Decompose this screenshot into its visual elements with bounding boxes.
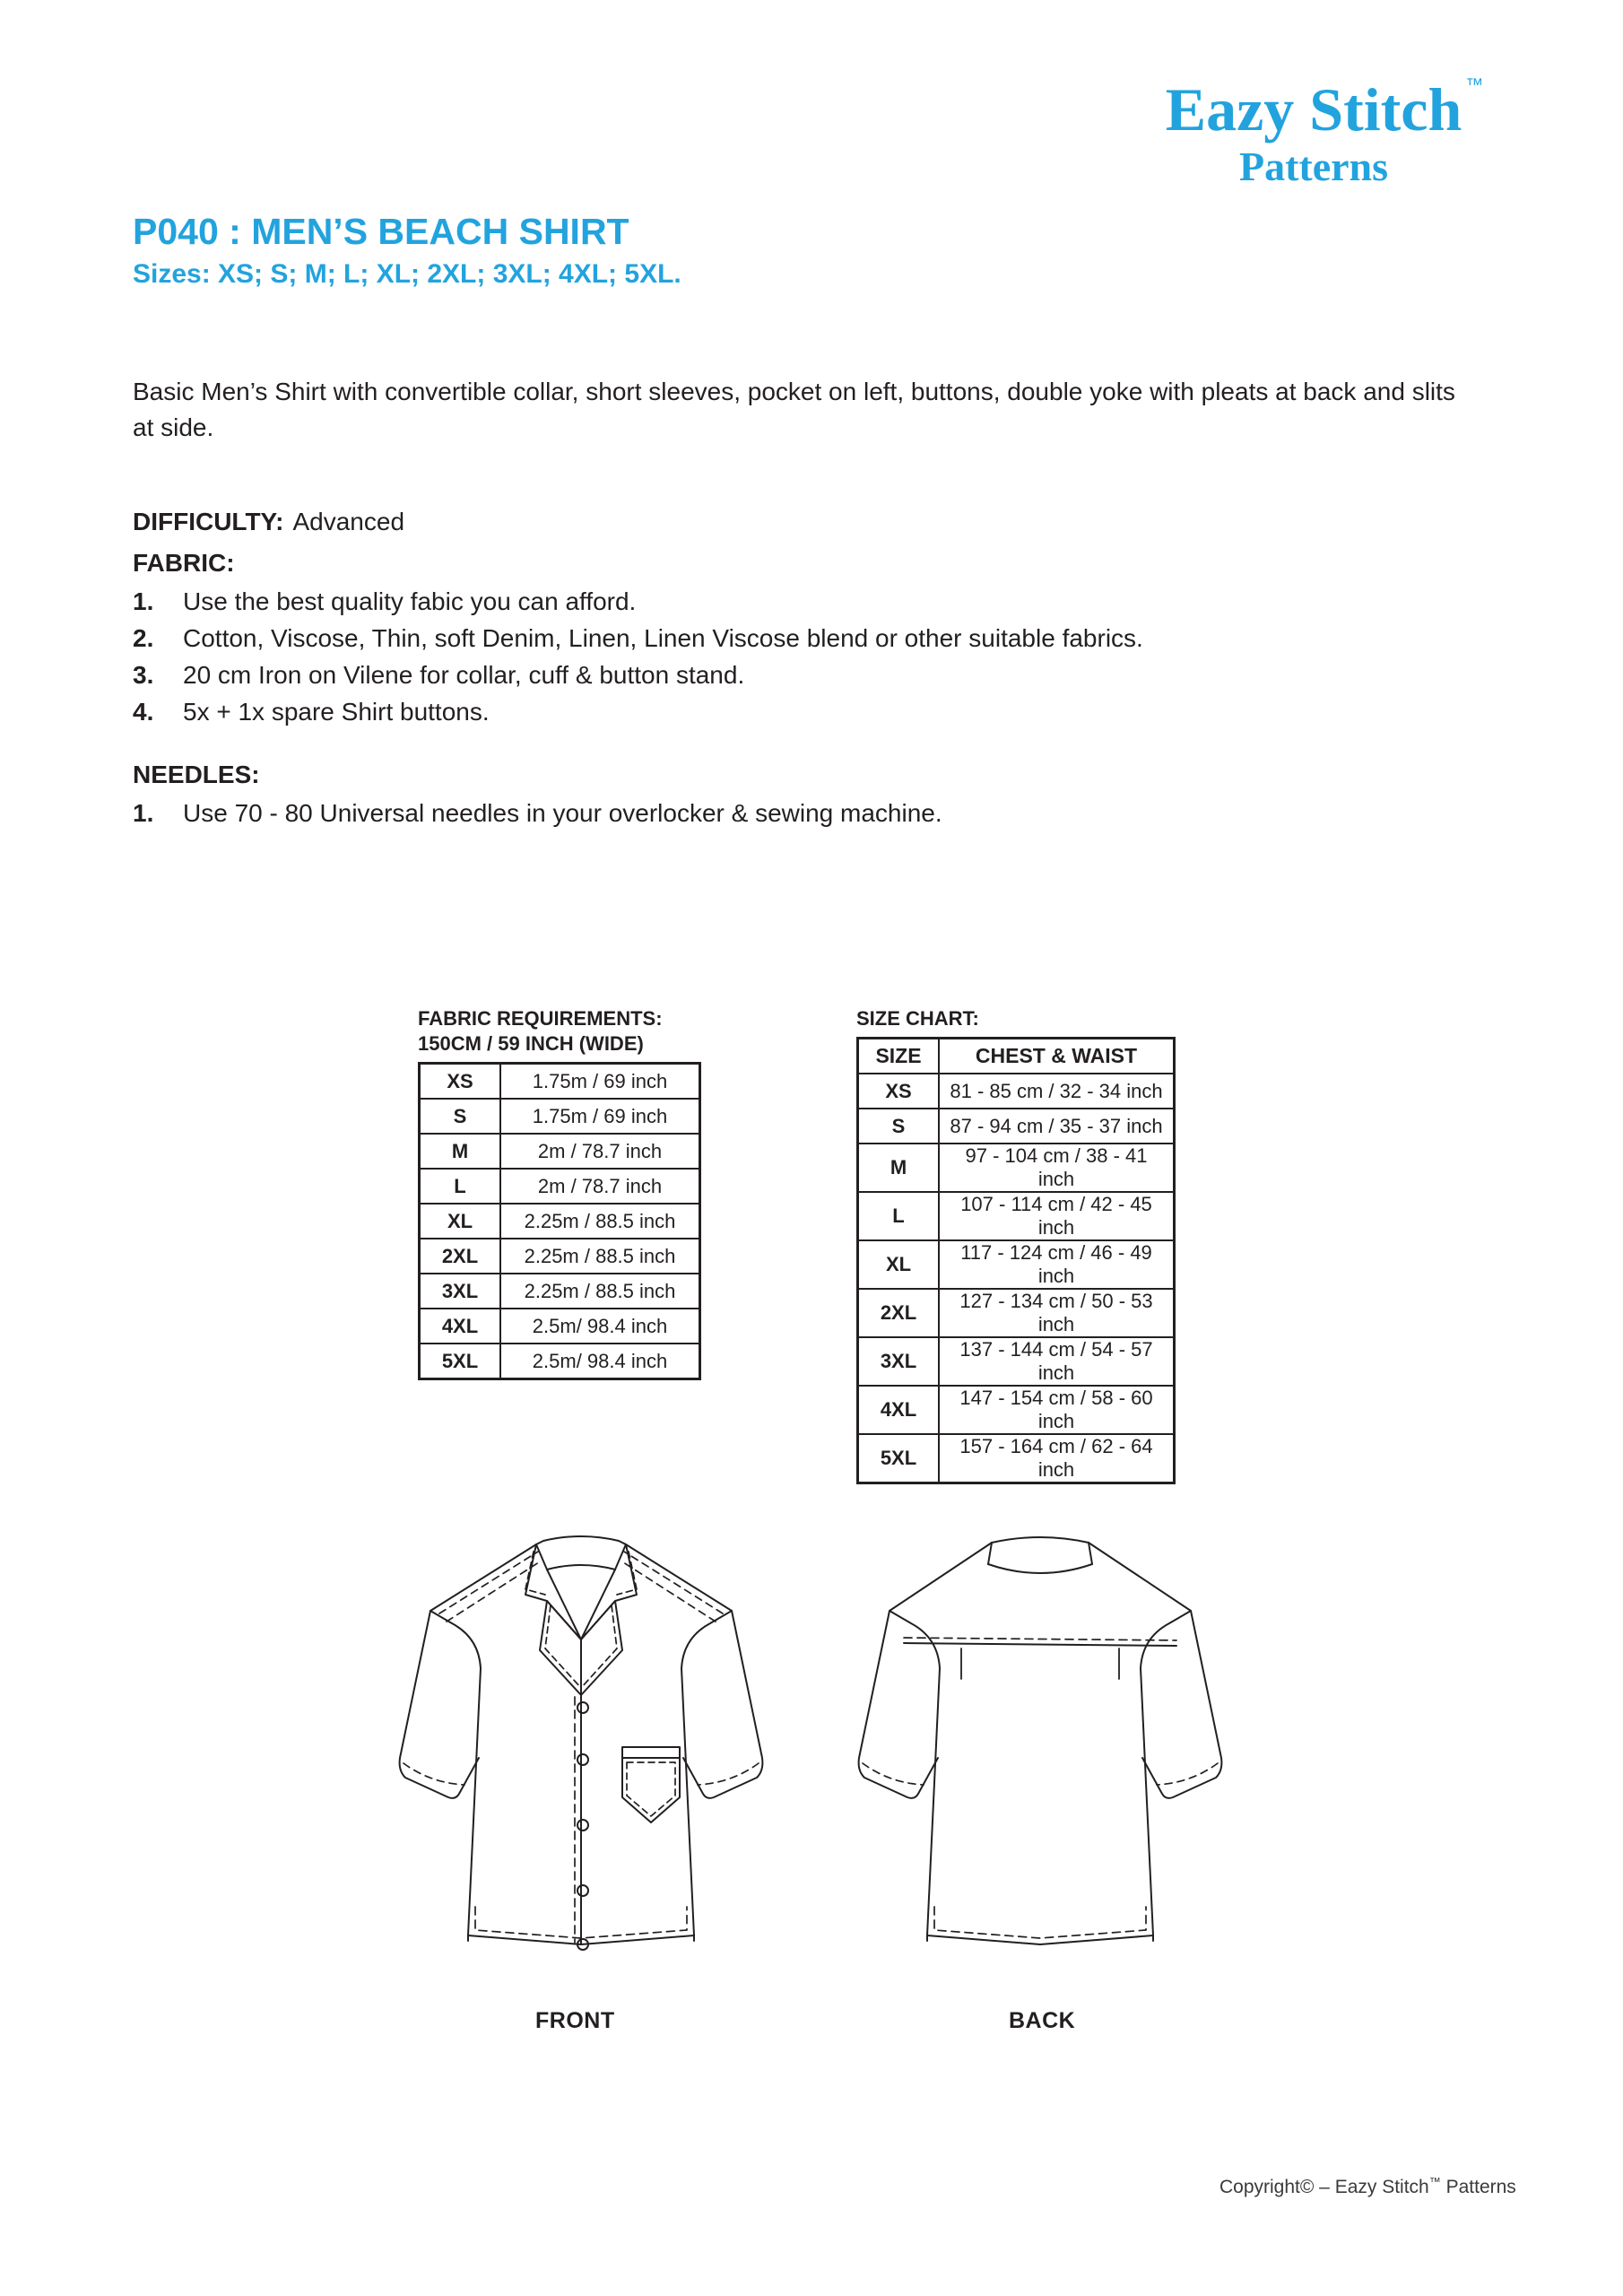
cell-value: 147 - 154 cm / 58 - 60 inch (939, 1386, 1175, 1434)
cell-size: 2XL (858, 1289, 940, 1337)
caption-line-2: 150CM / 59 INCH (WIDE) (418, 1032, 644, 1056)
table-row (420, 1239, 700, 1274)
copyright-prefix: Copyright© – Eazy Stitch (1219, 2177, 1429, 2197)
fabric-requirements-table (418, 1062, 701, 1380)
trademark-icon: ™ (1465, 75, 1484, 95)
cell-size: 5XL (420, 1344, 501, 1379)
size-chart-table (856, 1037, 1176, 1484)
back-view-label: BACK (1009, 2008, 1076, 2033)
table-row (858, 1337, 1175, 1386)
table-row (858, 1144, 1175, 1192)
table-row (420, 1274, 700, 1309)
front-view-label: FRONT (535, 2008, 615, 2033)
needles-section (133, 761, 1433, 831)
cell-value: 2.25m / 88.5 inch (500, 1239, 700, 1274)
shirt-front-illustration (393, 1489, 769, 2005)
table-row (420, 1064, 700, 1100)
table-row (858, 1434, 1175, 1483)
table-row (420, 1344, 700, 1379)
cell-value: 81 - 85 cm / 32 - 34 inch (939, 1074, 1175, 1109)
cell-value: 137 - 144 cm / 54 - 57 inch (939, 1337, 1175, 1386)
sizes-subtitle: Sizes: XS; S; M; L; XL; 2XL; 3XL; 4XL; 5XL. (133, 259, 681, 290)
header-chest-waist: CHEST & WAIST (939, 1039, 1175, 1074)
shirt-back-illustration (852, 1489, 1228, 2005)
cell-value: 107 - 114 cm / 42 - 45 inch (939, 1192, 1175, 1240)
cell-size: XS (858, 1074, 940, 1109)
needles-list (133, 795, 1433, 831)
cell-value: 2.25m / 88.5 inch (500, 1274, 700, 1309)
cell-size: M (858, 1144, 940, 1192)
cell-size: XL (858, 1240, 940, 1289)
size-chart-caption: SIZE CHART: (856, 1007, 979, 1030)
caption-line-1: FABRIC REQUIREMENTS: (418, 1007, 663, 1030)
table-row (420, 1099, 700, 1134)
table-row (858, 1192, 1175, 1240)
cell-value: 2.5m/ 98.4 inch (500, 1344, 700, 1379)
list-item: Use 70 - 80 Universal needles in your overlocker & sewing machine. (183, 799, 942, 827)
table-row (858, 1289, 1175, 1337)
cell-value: 157 - 164 cm / 62 - 64 inch (939, 1434, 1175, 1483)
cell-size: XS (420, 1064, 501, 1100)
cell-value: 2m / 78.7 inch (500, 1134, 700, 1169)
cell-size: S (420, 1099, 501, 1134)
brand-wordmark (1165, 75, 1484, 144)
copyright-suffix: Patterns (1440, 2177, 1516, 2197)
difficulty-label: DIFFICULTY: (133, 508, 284, 535)
size-chart-block (856, 1006, 1176, 1484)
cell-value: 1.75m / 69 inch (500, 1099, 700, 1134)
list-item: Cotton, Viscose, Thin, soft Denim, Linen, Linen Viscose blend or other suitable fabrics. (183, 624, 1143, 653)
cell-value: 87 - 94 cm / 35 - 37 inch (939, 1109, 1175, 1144)
fabric-requirements-block (418, 1006, 701, 1380)
difficulty-value: Advanced (292, 508, 405, 535)
table-row (858, 1074, 1175, 1109)
brand-subtitle: Patterns (1238, 143, 1389, 189)
list-item: 5x + 1x spare Shirt buttons. (183, 698, 490, 726)
table-row (858, 1240, 1175, 1289)
cell-value: 1.75m / 69 inch (500, 1064, 700, 1100)
cell-value: 127 - 134 cm / 50 - 53 inch (939, 1289, 1175, 1337)
cell-value: 2.5m/ 98.4 inch (500, 1309, 700, 1344)
table-row (420, 1204, 700, 1239)
cell-size: 3XL (420, 1274, 501, 1309)
cell-size: 5XL (858, 1434, 940, 1483)
fabric-section (133, 549, 1433, 731)
header-size: SIZE (858, 1039, 940, 1074)
cell-value: 2m / 78.7 inch (500, 1169, 700, 1204)
difficulty-row (133, 508, 404, 536)
needles-heading: NEEDLES: (133, 761, 260, 788)
copyright-footer (1219, 2175, 1516, 2198)
table-row (420, 1169, 700, 1204)
brand-wordmark-text: Eazy Stitch (1165, 75, 1462, 144)
table-row (420, 1134, 700, 1169)
table-row (858, 1386, 1175, 1434)
list-item: Use the best quality fabic you can afford. (183, 587, 637, 615)
trademark-icon: ™ (1428, 2175, 1441, 2188)
cell-value: 117 - 124 cm / 46 - 49 inch (939, 1240, 1175, 1289)
pattern-description: Basic Men’s Shirt with convertible collar, short sleeves, pocket on left, buttons, double yoke with pleats at back and slits at side. (133, 378, 1455, 441)
cell-size: L (420, 1169, 501, 1204)
cell-size: S (858, 1109, 940, 1144)
fabric-list (133, 583, 1433, 731)
brand-logo (1116, 75, 1511, 189)
cell-size: M (420, 1134, 501, 1169)
cell-size: L (858, 1192, 940, 1240)
table-row (858, 1109, 1175, 1144)
list-item: 20 cm Iron on Vilene for collar, cuff & button stand. (183, 661, 745, 690)
cell-size: 3XL (858, 1337, 940, 1386)
fabric-heading: FABRIC: (133, 549, 235, 577)
page-title: P040 : MEN’S BEACH SHIRT (133, 211, 629, 252)
cell-value: 2.25m / 88.5 inch (500, 1204, 700, 1239)
table-header-row (858, 1039, 1175, 1074)
cell-size: 2XL (420, 1239, 501, 1274)
table-row (420, 1309, 700, 1344)
cell-size: 4XL (420, 1309, 501, 1344)
cell-size: XL (420, 1204, 501, 1239)
cell-value: 97 - 104 cm / 38 - 41 inch (939, 1144, 1175, 1192)
fabric-requirements-caption (418, 1006, 701, 1057)
title-block (133, 212, 681, 290)
cell-size: 4XL (858, 1386, 940, 1434)
